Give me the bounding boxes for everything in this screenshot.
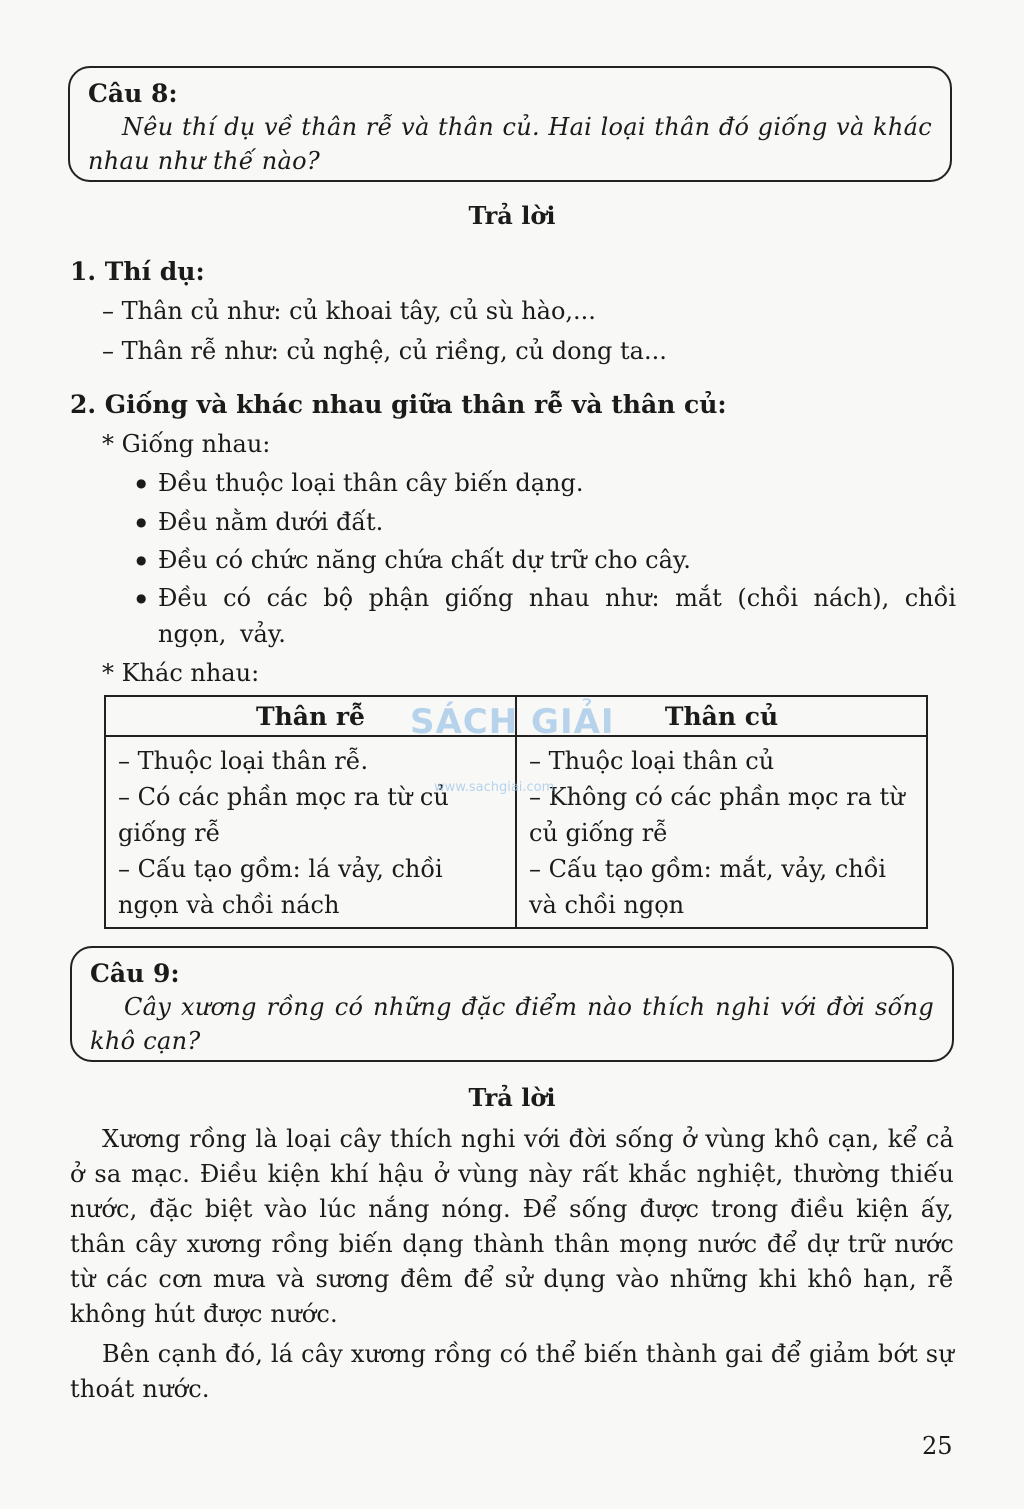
cell-line: – Thuộc loại thân củ: [529, 747, 775, 775]
cell-line: – Không có các phần mọc ra từ củ giống rễ: [529, 783, 905, 847]
table-row: [105, 736, 927, 928]
different-label: * Khác nhau:: [102, 659, 260, 687]
watermark: [410, 702, 615, 795]
example-line: – Thân củ như: củ khoai tây, củ sù hào,...: [102, 297, 596, 325]
section-1-heading: 1. Thí dụ:: [70, 257, 205, 286]
question-8-text: Nêu thí dụ về thân rễ và thân củ. Hai loại thân đó giống và khác nhau như thế nào?: [88, 113, 932, 175]
watermark-url: www.sachgiai.com: [434, 780, 555, 795]
table-header-cell: Thân củ: [516, 696, 927, 736]
table-header-cell: Thân rễ: [105, 696, 516, 736]
question-9-text: Cây xương rồng có những đặc điểm nào thích nghi với đời sống khô cạn?: [90, 993, 934, 1055]
answer-9-title: Trả lời: [468, 1083, 556, 1112]
table-cell-than-cu: [516, 736, 927, 928]
example-line: – Thân rễ như: củ nghệ, củ riềng, củ dong ta...: [102, 337, 667, 365]
table-cell-than-re: [105, 736, 516, 928]
list-item: ● Đều có chức năng chứa chất dự trữ cho cây.: [136, 541, 956, 580]
question-9-box: [70, 946, 954, 1062]
similar-list: [136, 464, 956, 652]
answer-9-paragraph: Bên cạnh đó, lá cây xương rồng có thể biến thành gai để giảm bớt sự thoát nước.: [70, 1340, 954, 1403]
cell-line: – Cấu tạo gồm: mắt, vảy, chồi và chồi ngọn: [529, 855, 887, 919]
section-2-heading: 2. Giống và khác nhau giữa thân rễ và thân củ:: [70, 390, 727, 419]
watermark-logo: SÁCH GIẢI: [410, 702, 615, 742]
question-8-box: [68, 66, 952, 182]
question-8-title: Câu 8:: [88, 79, 178, 108]
answer-8-title: Trả lời: [468, 201, 556, 230]
cell-line: – Có các phần mọc ra từ củ giống rễ: [118, 783, 449, 847]
list-item: ● Đều thuộc loại thân cây biến dạng.: [136, 464, 956, 503]
cell-line: – Thuộc loại thân rễ.: [118, 747, 369, 775]
page-number: 25: [922, 1432, 953, 1460]
similar-label: * Giống nhau:: [102, 430, 271, 458]
answer-9-paragraph: Xương rồng là loại cây thích nghi với đời sống ở vùng khô cạn, kể cả ở sa mạc. Điều kiện khí hậu ở vùng này rất khắc nghiệt, thường thiếu nước, đặc biệt vào lúc nắng nóng. Để sống được trong điều kiện ấy, thân cây xương rồng biến dạng thành thân mọng nước để dự trữ nước từ các cơn mưa và sương đêm để sử dụng vào những khi khô hạn, rễ không hút được nước.: [70, 1125, 954, 1328]
list-item: ● Đều nằm dưới đất.: [136, 503, 956, 542]
question-9-title: Câu 9:: [90, 959, 180, 988]
list-item: ● Đều có các bộ phận giống nhau như: mắt (chồi nách), chồi ngọn, vảy.: [136, 580, 956, 652]
cell-line: – Cấu tạo gồm: lá vảy, chồi ngọn và chồi nách: [118, 855, 443, 919]
